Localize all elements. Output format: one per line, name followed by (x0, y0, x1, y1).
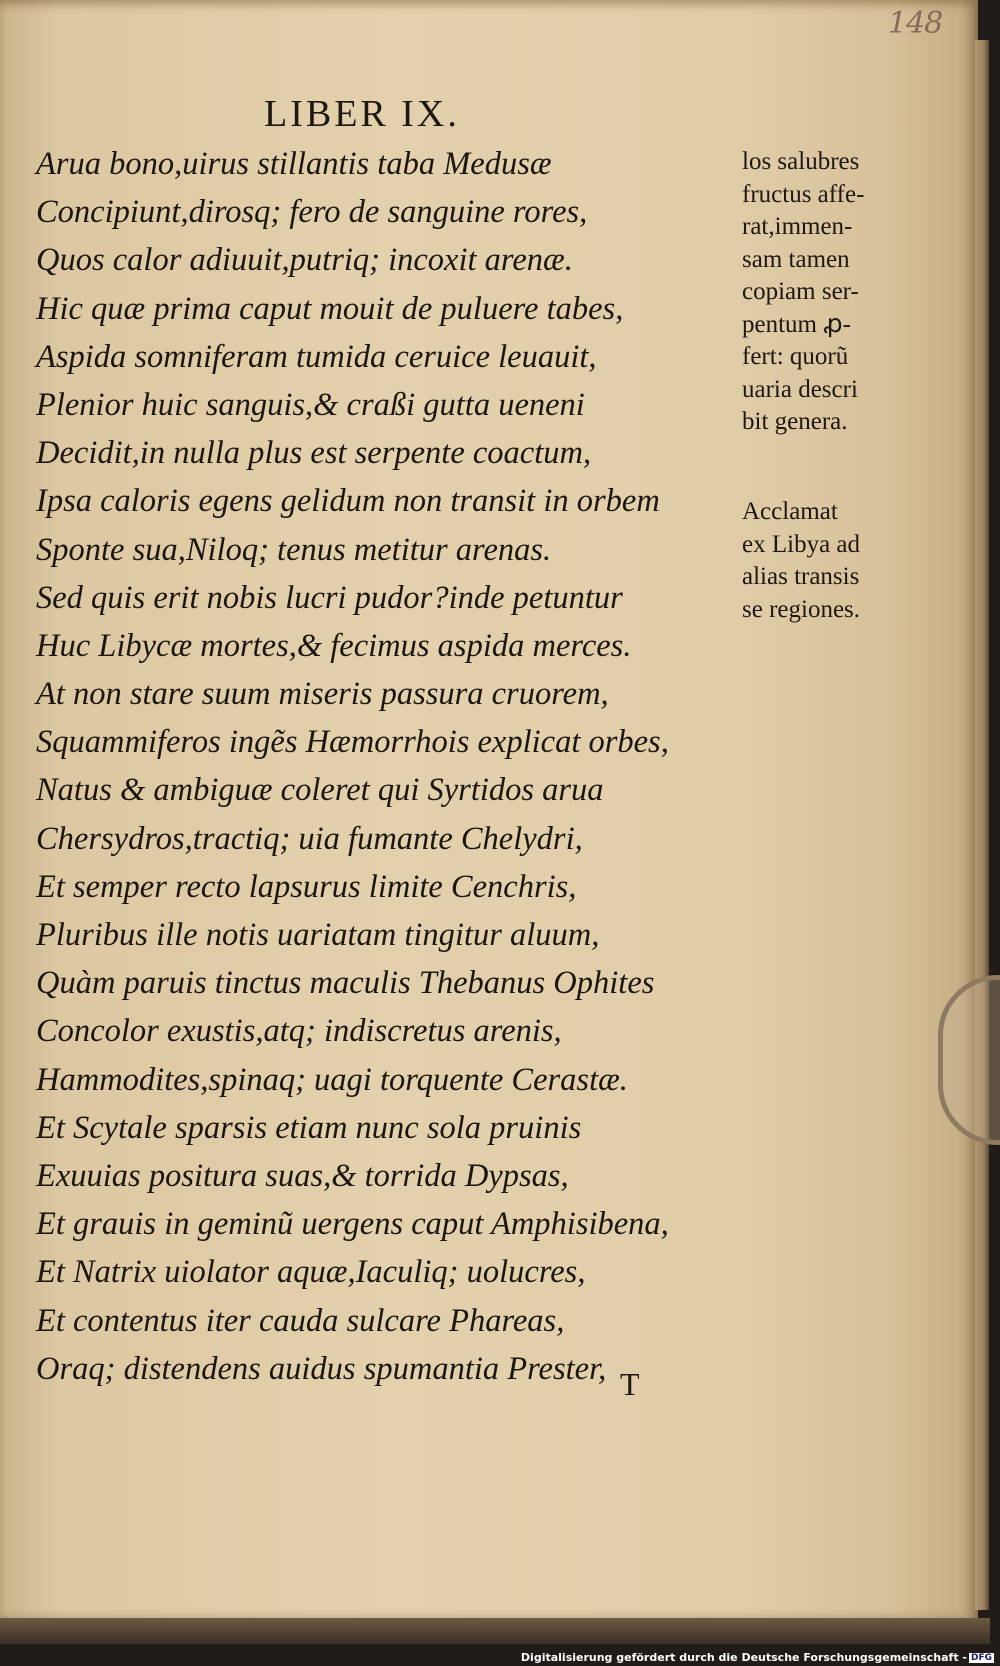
credit-text: Digitalisierung gefördert durch die Deutsche Forschungsgemeinschaft - (520, 1651, 967, 1664)
verse-line: Decidit,in nulla plus est serpente coactum, (36, 435, 592, 472)
running-head: LIBER IX. (264, 93, 460, 135)
verse-line: Et semper recto lapsurus limite Cenchris, (36, 868, 577, 905)
marginal-note-line: fert: quorũ (742, 343, 849, 370)
verse-line: Concolor exustis,atq; indiscretus arenis, (36, 1013, 562, 1050)
dfg-logo: DFG (970, 1653, 992, 1663)
folio-number: 148 (888, 6, 943, 41)
marginal-note-line: uaria descri (742, 375, 858, 403)
verse-line: Ipsa caloris egens gelidum non transit in orbem (36, 483, 660, 520)
verse-line: Hic quæ prima caput mouit de puluere tabes, (36, 290, 624, 327)
verse-line: Pluribus ille notis uariatam tingitur aluum, (36, 917, 600, 953)
catchword: T (620, 1366, 640, 1402)
marginal-note-2 (742, 496, 860, 626)
marginal-note-line: sam tamen (742, 245, 850, 273)
marginal-note-line: bit genera. (742, 408, 848, 435)
verse-line: Sed quis erit nobis lucri pudor?inde petuntur (36, 579, 623, 616)
verse-line: Quàm paruis tinctus maculis Thebanus Ophites (36, 965, 655, 1002)
verse-line: Plenior huic sanguis,& craßi gutta ueneni (36, 386, 585, 423)
verse-line: Sponte sua,Niloq; tenus metitur arenas. (36, 531, 552, 568)
verse-line: Et Natrix uiolator aquæ,Iaculiq; uolucres, (36, 1254, 586, 1291)
verse-line: Concipiunt,dirosq; fero de sanguine rores, (36, 194, 588, 231)
marginal-note-line: alias transis (742, 563, 860, 590)
marginal-note-line: se regiones. (742, 595, 861, 623)
verse-text (36, 140, 726, 1393)
marginal-note-line: ex Libya ad (742, 530, 861, 558)
verse-line: Hammodites,spinaq; uagi torquente Cerastæ. (36, 1061, 628, 1098)
marginal-note-line: pentum ꝓ- (742, 310, 851, 338)
marginal-note-line: copiam ser- (742, 278, 859, 305)
verse-line: Exuuias positura suas,& torrida Dypsas, (36, 1157, 569, 1194)
marginal-note-line: Acclamat (742, 498, 838, 525)
verse-line: Aspida somniferam tumida ceruice leuauit, (36, 338, 597, 375)
page-bottom-edge (0, 1618, 990, 1644)
verse-line: At non stare suum miseris passura cruorem, (36, 676, 609, 713)
verse-line: Oraq; distendens auidus spumantia Prester, (36, 1350, 607, 1387)
marginal-note-line: fructus affe- (742, 180, 865, 208)
page-edge (975, 40, 989, 1610)
verse-line: Chersydros,tractiq; uia fumante Chelydri, (36, 820, 583, 857)
verse-line: Squammiferos ingẽs Hæmorrhois explicat orbes, (36, 724, 669, 761)
verse-line: Quos calor adiuuit,putriq; incoxit arenæ. (36, 242, 573, 279)
verse-line: Natus & ambiguæ coleret qui Syrtidos arua (36, 772, 604, 809)
verse-line: Huc Libycæ mortes,& fecimus aspida merces. (36, 627, 632, 664)
verse-line: Et contentus iter cauda sulcare Phareas, (36, 1302, 565, 1339)
marginal-note-line: rat,immen- (742, 213, 853, 240)
verse-line: Et Scytale sparsis etiam nunc sola pruinis (36, 1109, 582, 1146)
verse-line: Arua bono,uirus stillantis taba Medusæ (36, 146, 552, 182)
marginal-note-1 (742, 146, 864, 439)
digitization-credit (521, 1651, 994, 1664)
verse-line: Et grauis in geminũ uergens caput Amphisibena, (36, 1206, 669, 1243)
marginal-note-line: los salubres (742, 148, 860, 175)
